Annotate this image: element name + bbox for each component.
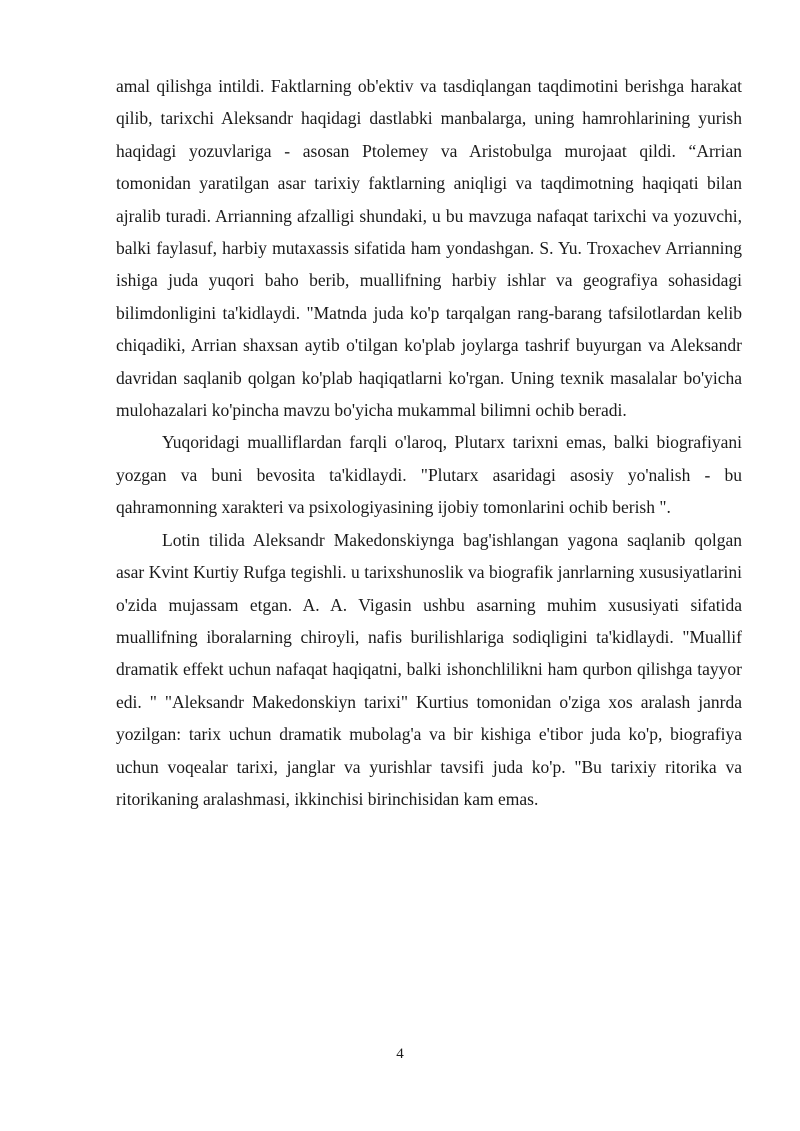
paragraph-curtius: Lotin tilida Aleksandr Makedonskiynga bag'ishlangan yagona saqlanib qolgan asar Kvint Kurtiy Rufga tegishli. u tarixshunoslik va biografik janrlarning xususiyatlarini o'zida mujassam etgan. A. A. Vigasin ushbu asarning muhim xususiyati sifatida muallifning iboralarning chiroyli, nafis burilishlariga sodiqligini ta'kidlaydi. "Muallif dramatik effekt uchun nafaqat haqiqatni, balki ishonchlilikni ham qurbon qilishga tayyor edi. " "Aleksandr Makedonskiyn tarixi" Kurtius tomonidan o'ziga xos aralash janrda yozilgan: tarix uchun dramatik mubolag'a va bir kishiga e'tibor juda ko'p, biografiya uchun voqealar tarixi, janglar va yurishlar tavsifi juda ko'p. "Bu tarixiy ritorika va ritorikaning aralashmasi, ikkinchisi birinchisidan kam emas. xyxy=(116,529,742,809)
body-text xyxy=(116,70,742,815)
paragraph-continuation: amal qilishga intildi. Faktlarning ob'ektiv va tasdiqlangan taqdimotini berishga harakat qilib, tarixchi Aleksandr haqidagi dastlabki manbalarga, uning hamrohlarining yurish haqidagi yozuvlariga - asosan Ptolemey va Aristobulga murojaat qildi. “Arrian tomonidan yaratilgan asar tarixiy faktlarning aniqligi va taqdimotning haqiqati bilan ajralib turadi. Arrianning afzalligi shundaki, u bu mavzuga nafaqat tarixchi va yozuvchi, balki faylasuf, harbiy mutaxassis sifatida ham yondashgan. S. Yu. Troxachev Arrianning ishiga juda yuqori baho berib, muallifning harbiy ishlar va geografiya sohasidagi bilimdonligini ta'kidlaydi. "Matnda juda ko'p tarqalgan rang-barang tafsilotlardan kelib chiqadiki, Arrian shaxsan aytib o'tilgan ko'plab joylarga tashrif buyurgan va Aleksandr davridan saqlanib qolgan ko'plab haqiqatlarni ko'rgan. Uning texnik masalalar bo'yicha mulohazalari ko'pincha mavzu bo'yicha mukammal bilimni ochib beradi. xyxy=(116,76,742,421)
page-number: 4 xyxy=(396,1046,404,1062)
paragraph-plutarch: Yuqoridagi mualliflardan farqli o'laroq, Plutarx tarixni emas, balki biografiyani yozgan va buni bevosita ta'kidlaydi. "Plutarx asaridagi asosiy yo'nalish - bu qahramonning xarakteri va psixologiyasining ijobiy tomonlarini ochib berish ". xyxy=(116,432,742,518)
